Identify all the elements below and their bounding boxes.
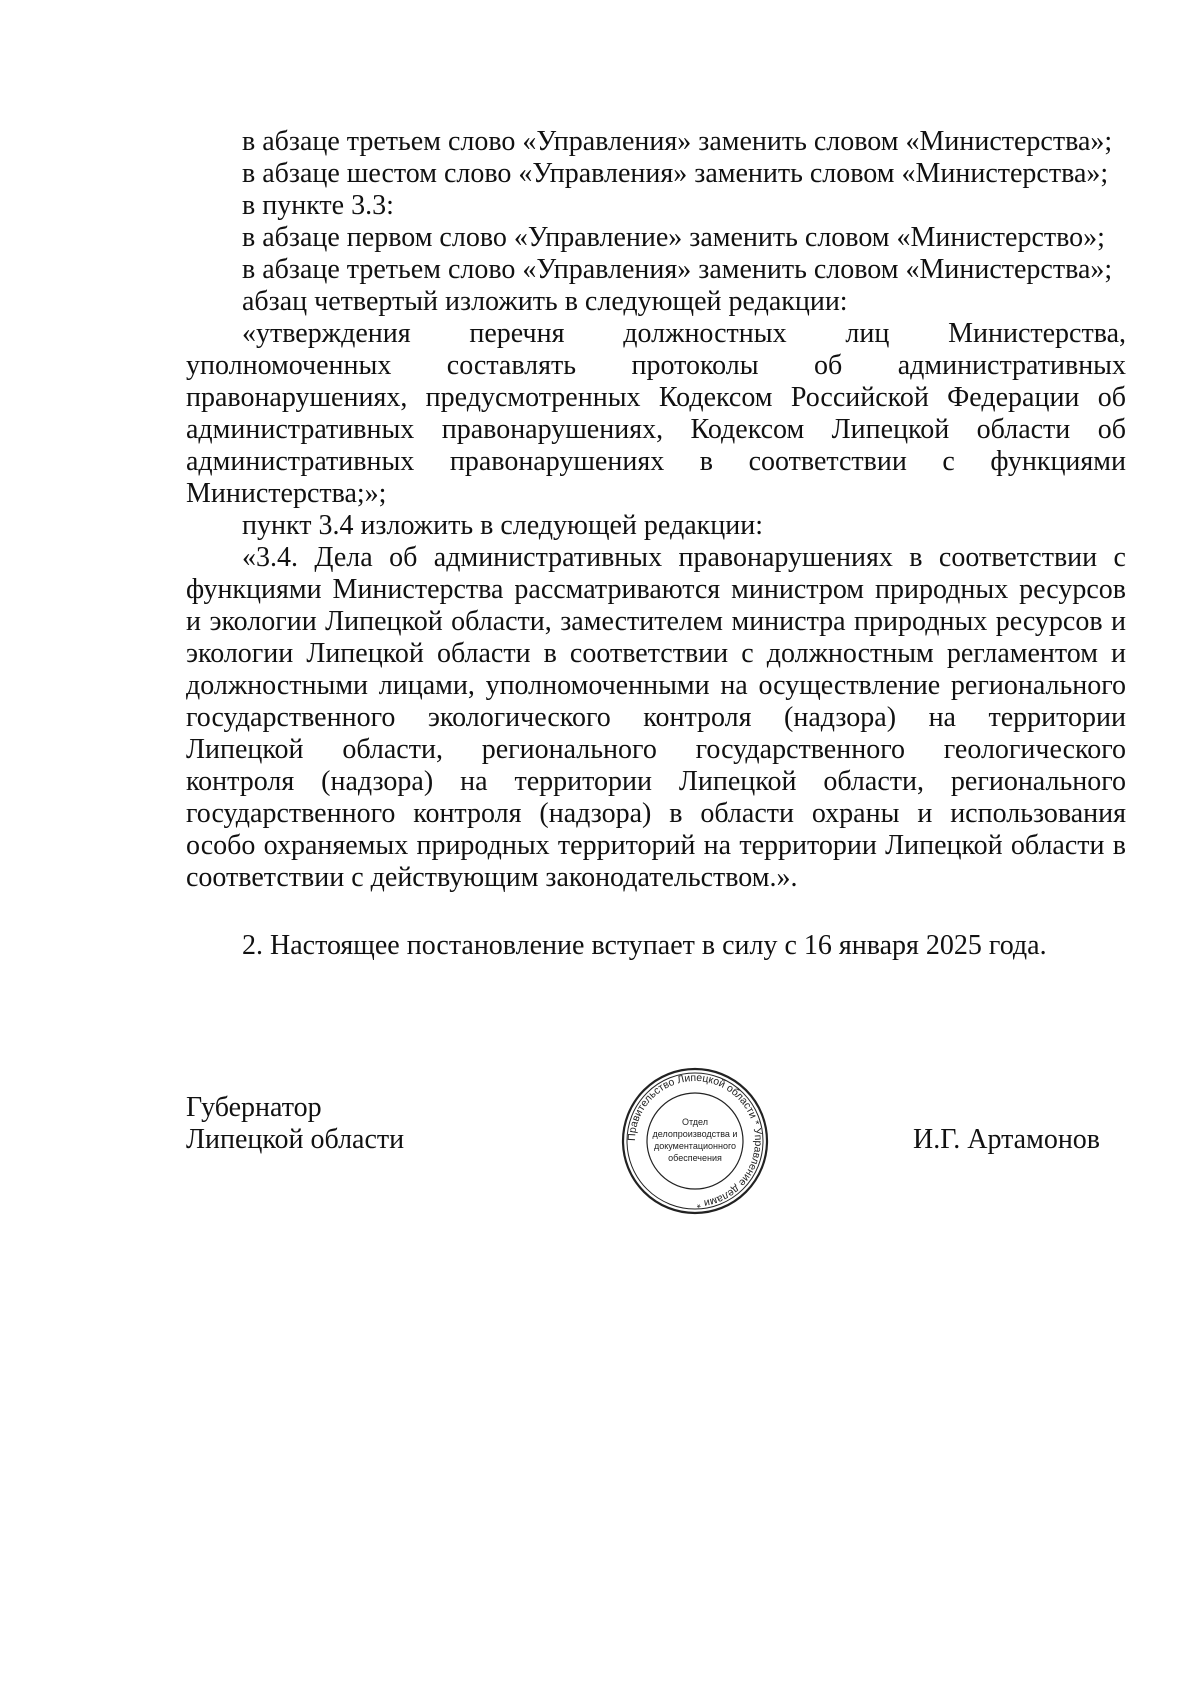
quote-line: Министерства;»;	[186, 478, 387, 509]
signer-position-line2: Липецкой области	[186, 1124, 405, 1155]
stamp-center-line: документационного	[653, 1141, 737, 1151]
point34-line: и экологии Липецкой области, заместителем министра природных ресурсов и	[186, 606, 1126, 637]
quote-line: «утверждения перечня должностных лиц Министерства,	[242, 318, 1126, 349]
text-line: в абзаце первом слово «Управление» заменить словом «Министерство»;	[242, 222, 1105, 253]
point34-intro: пункт 3.4 изложить в следующей редакции:	[242, 510, 763, 541]
stamp-ring-text: Правительство Липецкой области * Управление делами *	[625, 1071, 765, 1211]
official-stamp	[620, 1066, 770, 1216]
point34-line: функциями Министерства рассматриваются министром природных ресурсов	[186, 574, 1126, 605]
text-line: в пункте 3.3:	[242, 190, 394, 221]
quote-line: административных правонарушениях в соответствии с функциями	[186, 446, 1126, 477]
text-line: в абзаце третьем слово «Управления» заменить словом «Министерства»;	[242, 126, 1113, 157]
point34-line: «3.4. Дела об административных правонарушениях в соответствии с	[242, 542, 1126, 573]
stamp-center-line: обеспечения	[668, 1153, 722, 1163]
quote-line: уполномоченных составлять протоколы об административных	[186, 350, 1126, 381]
quote-line: правонарушениях, предусмотренных Кодексом Российской Федерации об	[186, 382, 1126, 413]
text-line: в абзаце шестом слово «Управления» заменить словом «Министерства»;	[242, 158, 1109, 189]
point34-line: соответствии с действующим законодательством.».	[186, 862, 798, 893]
point34-line: особо охраняемых природных территорий на территории Липецкой области в	[186, 830, 1126, 861]
point34-line: контроля (надзора) на территории Липецкой области, регионального	[186, 766, 1126, 797]
point34-line: Липецкой области, регионального государственного геологического	[186, 734, 1126, 765]
text-line: в абзаце третьем слово «Управления» заменить словом «Министерства»;	[242, 254, 1113, 285]
stamp-center-line: Отдел	[681, 1117, 709, 1127]
stamp-center-line: делопроизводства и	[652, 1129, 738, 1139]
point34-line: государственного экологического контроля (надзора) на территории	[186, 702, 1126, 733]
signer-name: И.Г. Артамонов	[913, 1124, 1101, 1155]
text-line: абзац четвертый изложить в следующей редакции:	[242, 286, 848, 317]
point34-line: государственного контроля (надзора) в области охраны и использования	[186, 798, 1126, 829]
point34-line: экологии Липецкой области в соответствии с должностным регламентом и	[186, 638, 1126, 669]
point34-line: должностными лицами, уполномоченными на осуществление регионального	[186, 670, 1126, 701]
signer-position-line1: Губернатор	[186, 1092, 322, 1123]
stamp-seal	[620, 1066, 770, 1216]
quote-line: административных правонарушениях, Кодексом Липецкой области об	[186, 414, 1126, 445]
clause-2: 2. Настоящее постановление вступает в силу с 16 января 2025 года.	[242, 930, 1047, 961]
